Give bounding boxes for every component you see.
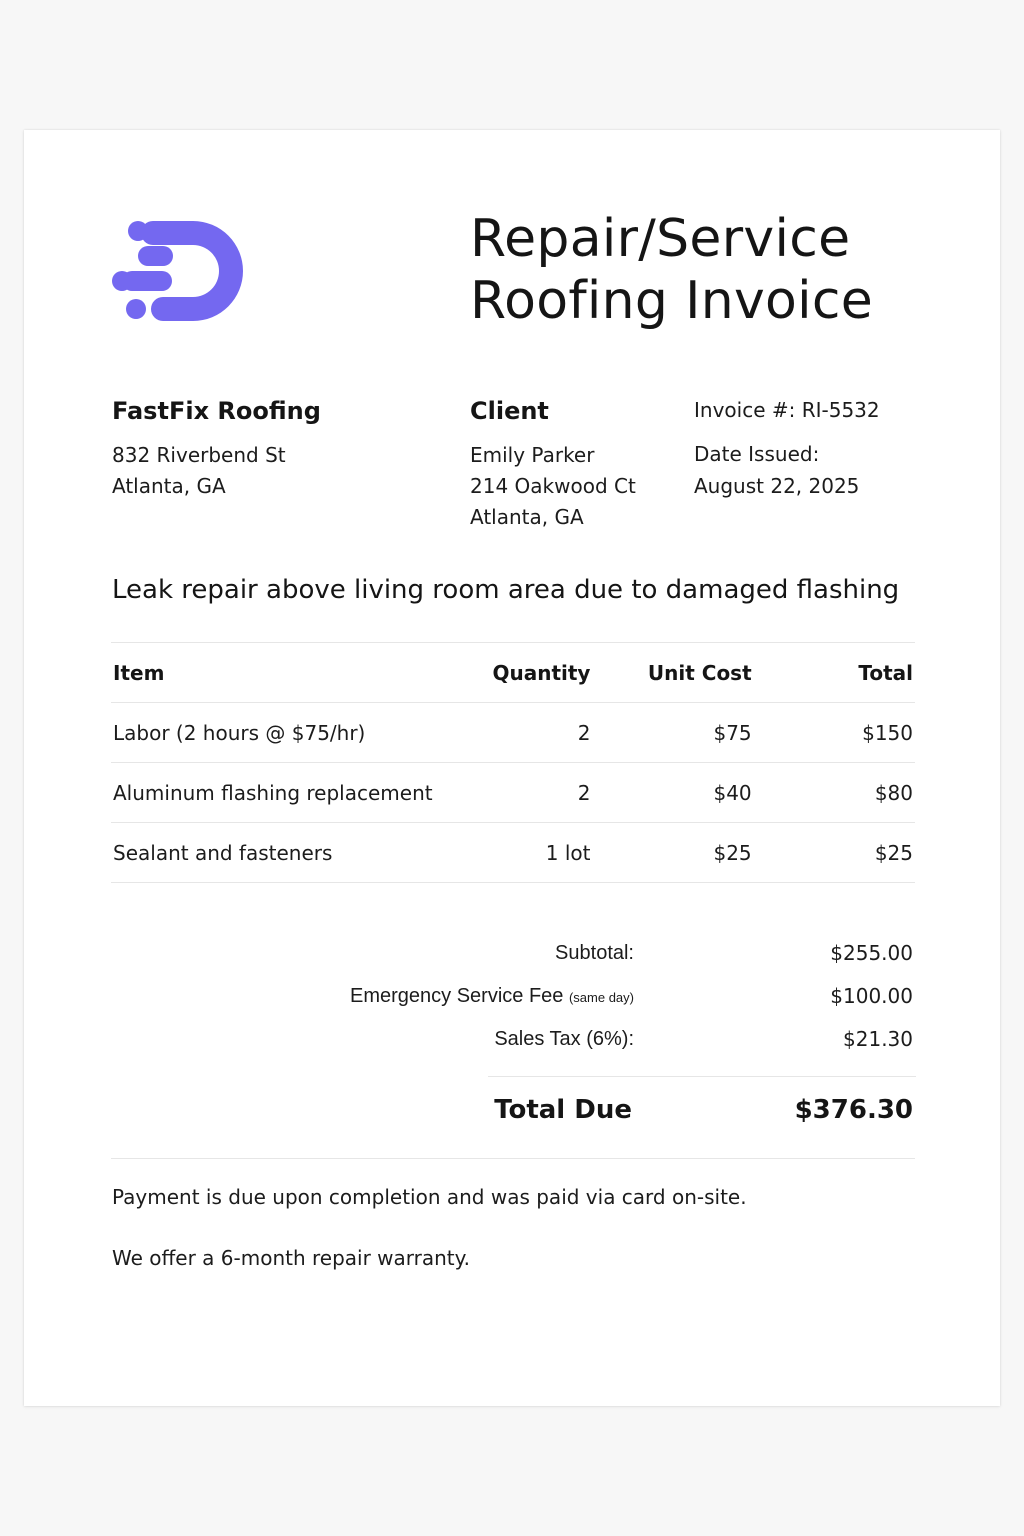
cell-unit-cost: $25: [592, 823, 753, 883]
company-info: [112, 396, 321, 502]
cell-total: $25: [754, 823, 915, 883]
sales-tax-label: Sales Tax (6%):: [494, 1028, 634, 1050]
table-row: [111, 763, 915, 823]
d-speed-logo-icon: [111, 218, 247, 322]
client-address-line2: Atlanta, GA: [470, 505, 584, 529]
cell-quantity: 2: [440, 703, 593, 763]
invoice-sheet: [24, 130, 1000, 1406]
header-item: Item: [111, 643, 440, 703]
header-unit-cost: Unit Cost: [592, 643, 753, 703]
header-quantity: Quantity: [440, 643, 593, 703]
total-due-label: Total Due: [494, 1095, 632, 1125]
emergency-fee-row: [24, 981, 1000, 1011]
totals-divider: [488, 1076, 916, 1077]
payment-note: Payment is due upon completion and was paid via card on-site.: [112, 1185, 747, 1209]
cell-total: $150: [754, 703, 915, 763]
invoice-title-line2: Roofing Invoice: [470, 271, 874, 331]
emergency-fee-label: Emergency Service Fee: [349, 985, 564, 1007]
client-name: Emily Parker: [470, 443, 595, 467]
invoice-meta: [694, 396, 880, 500]
table-header-row: [111, 643, 915, 703]
subtotal-row: [24, 938, 1000, 968]
company-name: FastFix Roofing: [112, 397, 321, 425]
cell-item: Labor (2 hours @ $75/hr): [111, 703, 440, 763]
company-address-line2: Atlanta, GA: [112, 474, 226, 498]
cell-item: Aluminum flashing replacement: [111, 763, 440, 823]
cell-unit-cost: $75: [592, 703, 753, 763]
footer-divider: [111, 1158, 915, 1159]
invoice-title-line1: Repair/Service: [470, 209, 851, 269]
table-row: [111, 703, 915, 763]
cell-item: Sealant and fasteners: [111, 823, 440, 883]
invoice-title: [470, 208, 873, 332]
warranty-note: We offer a 6-month repair warranty.: [112, 1246, 470, 1270]
date-issued-value: August 22, 2025: [694, 474, 860, 498]
total-due-value: $376.30: [794, 1095, 913, 1125]
client-info: [470, 396, 636, 533]
table-row: [111, 823, 915, 883]
cell-quantity: 2: [440, 763, 593, 823]
client-heading: Client: [470, 397, 549, 425]
sales-tax-value: $21.30: [843, 1027, 913, 1051]
subtotal-label: Subtotal:: [555, 942, 634, 964]
cell-quantity: 1 lot: [440, 823, 593, 883]
header-total: Total: [754, 643, 915, 703]
cell-unit-cost: $40: [592, 763, 753, 823]
emergency-fee-note: (same day): [568, 990, 634, 1005]
job-description: Leak repair above living room area due to damaged flashing: [112, 575, 900, 605]
date-issued-label: Date Issued:: [694, 442, 820, 466]
emergency-fee-value: $100.00: [830, 984, 913, 1008]
invoice-number: Invoice #: RI-5532: [694, 398, 880, 422]
cell-total: $80: [754, 763, 915, 823]
sales-tax-row: [24, 1024, 1000, 1054]
emergency-fee-label-group: [350, 981, 634, 1013]
line-items-table: [111, 642, 915, 883]
subtotal-value: $255.00: [830, 941, 913, 965]
company-address-line1: 832 Riverbend St: [112, 443, 286, 467]
client-address-line1: 214 Oakwood Ct: [470, 474, 636, 498]
